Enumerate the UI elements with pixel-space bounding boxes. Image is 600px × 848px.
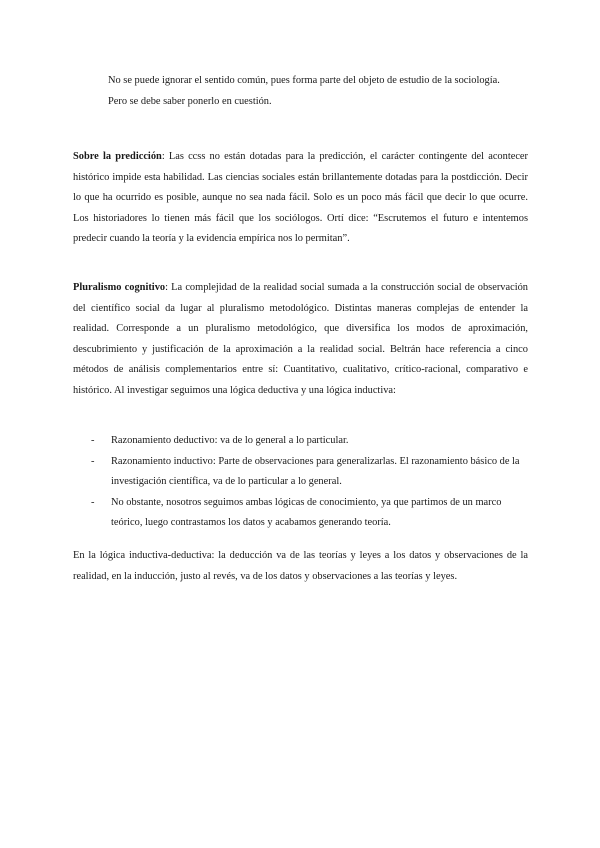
list-item-text: Razonamiento inductivo: Parte de observaciones para generalizarlas. El razonamiento básico de la investigación científica, va de lo particular a lo general. bbox=[111, 455, 520, 488]
list-item-text: Razonamiento deductivo: va de lo general a lo particular. bbox=[111, 435, 349, 446]
intro-line-2: Pero se debe saber ponerlo en cuestión. bbox=[108, 96, 272, 107]
pluralism-heading: Pluralismo cognitivo bbox=[73, 282, 166, 293]
list-item-text: No obstante, nosotros seguimos ambas lógicas de conocimiento, ya que partimos de un marco teórico, luego contrastamos los datos y acabamos generando teoría. bbox=[111, 496, 502, 529]
list-dash: - bbox=[91, 496, 95, 508]
prediction-paragraph bbox=[73, 147, 528, 250]
prediction-text: : Las ccss no están dotadas para la predicción, el carácter contingente del acontecer histórico impide esta habilidad. Las ciencias sociales están brillantemente dotadas para la postdicción. Decir lo que ha ocurrido es posible, aunque no sea nada fácil. Solo es un poco más fácil que decir lo que ocurre. Los historiadores lo tienen más fácil que los sociólogos. Ortí dice: “Escrutemos el futuro e intentemos predecir cuando la teoría y la evidencia empírica nos lo permitan”. bbox=[73, 151, 529, 245]
pluralism-paragraph bbox=[73, 278, 528, 402]
list-dash: - bbox=[91, 455, 95, 467]
list-item bbox=[91, 452, 531, 493]
list-item bbox=[91, 431, 531, 452]
intro-line-1: No se puede ignorar el sentido común, pues forma parte del objeto de estudio de la sociología. bbox=[108, 75, 500, 86]
reasoning-list bbox=[91, 431, 531, 534]
pluralism-text: : La complejidad de la realidad social sumada a la construcción social de observación del científico social da lugar al pluralismo metodológico. Distintas maneras complejas de entender la realidad. Corresponde a un pluralismo metodológico, que diversifica los modos de aproximación, descubrimiento y justificación de la aproximación a la realidad social. Beltrán hace referencia a cinco métodos de análisis complementarios entre sí: Cuantitativo, cualitativo, crítico-racional, comparativo e histórico. Al investigar seguimos una lógica deductiva y una lógica inductiva: bbox=[73, 282, 528, 396]
conclusion-paragraph: En la lógica inductiva-deductiva: la deducción va de las teorías y leyes a los datos y observaciones de la realidad, en la inducción, justo al revés, va de los datos y observaciones a las teorías y leyes. bbox=[73, 550, 528, 582]
intro-block bbox=[108, 70, 528, 112]
prediction-heading: Sobre la predicción bbox=[73, 151, 162, 162]
list-dash: - bbox=[91, 435, 95, 446]
list-item bbox=[91, 493, 531, 534]
